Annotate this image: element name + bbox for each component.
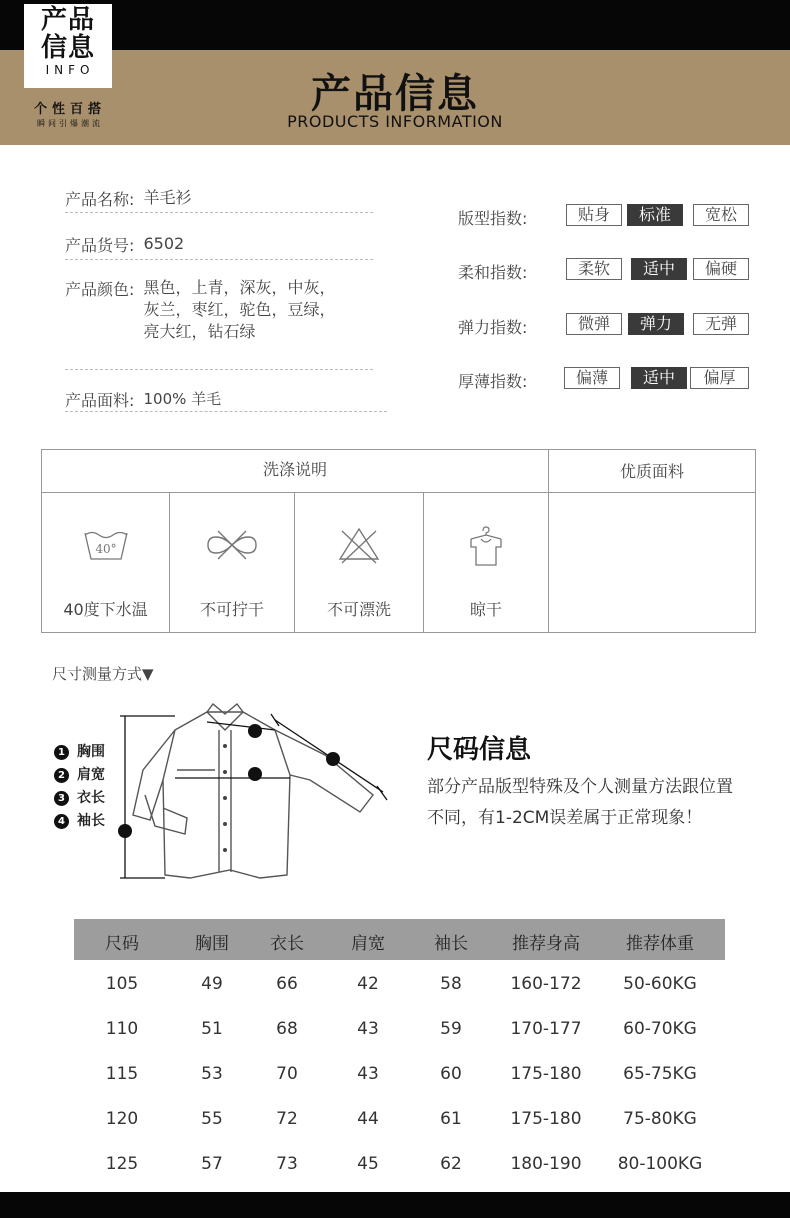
divider [65,212,373,213]
product-name-row [65,187,192,210]
header-top-bar [0,0,790,50]
legend-label: 胸围 [77,744,105,760]
wash-cell [170,493,295,632]
no-bleach-icon [295,525,423,571]
legend-label: 袖长 [77,813,105,829]
page-title: 产品信息 [311,71,479,117]
size-table-header-cell: 推荐身高 [512,934,580,954]
fabric-header: 优质面料 [549,450,755,493]
table-row [74,1064,725,1088]
wash-cell [424,493,549,632]
wash-label: 不可漂洗 [326,600,391,619]
table-cell: 62 [440,1154,462,1174]
wash-cell [295,493,424,632]
legend-item [54,810,105,830]
size-table-header [74,919,725,960]
product-fabric-row [65,388,221,411]
table-cell: 175-180 [510,1109,582,1129]
measure-title: 尺寸测量方式▼ [52,665,154,683]
table-cell: 170-177 [510,1019,582,1039]
product-name-label: 产品名称: [65,190,135,209]
product-color-label: 产品颜色: [65,280,135,299]
index-option: 偏厚 [690,367,749,389]
table-row [74,1019,725,1043]
washing-header: 洗涤说明 [42,450,549,493]
table-row [74,1154,725,1178]
table-cell: 115 [105,1064,139,1084]
table-row [74,1109,725,1133]
table-cell: 180-190 [510,1154,582,1174]
index-label: 柔和指数: [458,263,528,282]
index-option: 宽松 [693,204,749,226]
table-cell: 60 [440,1064,462,1084]
table-cell: 53 [201,1064,223,1084]
table-cell: 44 [357,1109,379,1129]
thickness-index-row [458,367,758,391]
product-color-row [65,277,336,343]
table-cell: 61 [440,1109,462,1129]
divider [65,369,373,370]
index-option: 微弹 [566,313,622,335]
table-cell: 160-172 [510,974,582,994]
color-line: 灰兰，枣红，驼色，豆绿， [143,300,336,319]
index-option-selected: 适中 [631,367,687,389]
legend-number: 4 [54,814,69,829]
table-cell: 43 [357,1064,379,1084]
wash-label: 晾干 [469,600,502,619]
fit-index-row [458,204,758,228]
table-cell: 43 [357,1019,379,1039]
logo-line2: 信息 [40,33,95,63]
size-info-title: 尺码信息 [427,735,532,765]
table-cell: 58 [440,974,462,994]
size-table-header-cell: 肩宽 [351,934,385,954]
page-subtitle: PRODUCTS INFORMATION [287,112,503,131]
product-color-value [144,277,336,343]
no-wring-icon [170,525,294,571]
legend-number: 1 [54,745,69,760]
index-option-selected: 弹力 [628,313,684,335]
table-cell: 59 [440,1019,462,1039]
product-code-label: 产品货号: [65,236,135,255]
wash-temp: 40° [94,542,117,556]
table-cell: 66 [276,974,298,994]
product-fabric-value: 100% 羊毛 [143,390,222,408]
product-code-value: 6502 [143,234,185,253]
size-table-header-cell: 衣长 [270,934,304,954]
table-cell: 45 [357,1154,379,1174]
slogan-sub: 瞬间引爆潮流 [37,119,103,128]
table-cell: 72 [276,1109,298,1129]
table-cell: 51 [201,1019,223,1039]
table-cell: 68 [276,1019,298,1039]
size-table-header-cell: 胸围 [195,934,229,954]
table-cell: 60-70KG [623,1019,697,1039]
legend-item [54,787,105,807]
size-table-header-cell: 推荐体重 [626,934,694,954]
softness-index-row [458,258,758,282]
index-option: 贴身 [566,204,622,226]
table-row [74,974,725,998]
product-fabric-label: 产品面料: [65,391,135,410]
product-name-value: 羊毛衫 [143,188,192,207]
washing-table [41,449,756,633]
table-cell: 57 [201,1154,223,1174]
table-cell: 65-75KG [623,1064,697,1084]
legend-label: 衣长 [77,790,105,806]
divider [65,411,387,412]
wash-label: 不可拧干 [199,600,264,619]
index-option-selected: 标准 [627,204,683,226]
logo-line3: INFO [45,63,95,77]
legend-item [54,741,105,761]
index-label: 弹力指数: [458,318,528,337]
index-label: 版型指数: [458,209,528,228]
wash-40-icon [42,525,169,571]
legend-number: 3 [54,791,69,806]
color-line: 亮大红，钻石绿 [143,322,256,341]
legend-number: 2 [54,768,69,783]
table-cell: 42 [357,974,379,994]
index-option: 偏薄 [564,367,620,389]
product-code-row [65,233,184,256]
divider [65,259,373,260]
table-cell: 49 [201,974,223,994]
table-cell: 80-100KG [617,1154,703,1174]
table-cell: 73 [276,1154,298,1174]
index-label: 厚薄指数: [458,372,528,391]
table-cell: 120 [105,1109,139,1129]
color-line: 黑色，上青，深灰，中灰， [143,278,336,297]
legend-item [54,764,105,784]
elasticity-index-row [458,313,758,337]
index-option: 无弹 [693,313,749,335]
table-cell: 50-60KG [623,974,697,994]
index-option: 偏硬 [693,258,749,280]
slogan-main: 个性百搭 [33,102,106,117]
footer-bar [0,1192,790,1218]
size-table-header-cell: 袖长 [434,934,468,954]
index-option-selected: 适中 [631,258,687,280]
table-cell: 75-80KG [623,1109,697,1129]
hang-dry-icon [424,525,548,571]
legend-label: 肩宽 [77,767,105,783]
table-cell: 110 [105,1019,139,1039]
shirt-diagram [115,700,390,885]
logo-line1: 产品 [40,5,95,35]
table-cell: 125 [105,1154,139,1174]
table-cell: 70 [276,1064,298,1084]
wash-label: 40度下水温 [63,600,148,619]
table-cell: 55 [201,1109,223,1129]
size-info-description: 部分产品版型特殊及个人测量方法跟位置不同，有1-2CM误差属于正常现象！ [427,777,733,828]
table-cell: 175-180 [510,1064,582,1084]
size-table-header-cell: 尺码 [105,934,139,954]
index-option: 柔软 [566,258,622,280]
table-cell: 105 [105,974,139,994]
wash-cell [42,493,170,632]
